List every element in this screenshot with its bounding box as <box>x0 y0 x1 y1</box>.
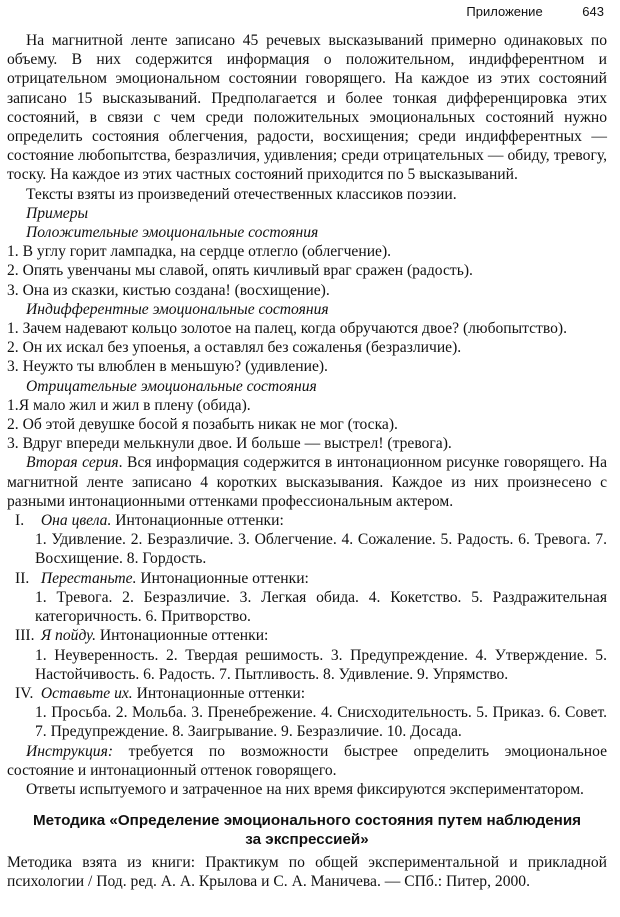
negative-heading: Отрицательные эмоциональные состояния <box>26 377 317 395</box>
phrase-label: Интонационные оттенки: <box>99 627 269 645</box>
phrase-numeral: III. <box>15 627 35 645</box>
section-spacer <box>7 799 607 811</box>
positive-heading: Положительные эмоциональные состояния <box>26 224 319 242</box>
phrase-label: Интонационные оттенки: <box>115 512 284 530</box>
instruction-paragraph <box>7 742 607 780</box>
phrase-label: Интонационные оттенки: <box>140 569 309 587</box>
phrase-numeral: I. <box>15 512 25 530</box>
phrase-text: Я пойду. <box>40 627 96 645</box>
list-item: 1. Зачем надевают кольцо золотое на палец, когда обручаются двое? (любопытство). <box>7 320 568 338</box>
phrase-text: Перестаньте. <box>40 569 137 587</box>
list-item: 2. Он их искал без упоенья, а оставлял без сожаленья (безразличие). <box>7 339 462 357</box>
list-item: 1.Я мало жил и жил в плену (обида). <box>7 396 251 414</box>
list-item: 1. В углу горит лампадка, на сердце отлегло (облегчение). <box>7 243 392 261</box>
phrase-heading <box>7 569 607 588</box>
phrase-block <box>7 626 607 684</box>
header-section-title: Приложение <box>466 4 543 19</box>
instruction-text: требуется по возможности быстрее определить эмоциональное состояние и интонационный оттенок говорящего. <box>7 742 607 779</box>
indifferent-heading: Индифферентные эмоциональные состояния <box>26 300 329 318</box>
list-item: 3. Неужто ты влюблен в меньшую? (удивление). <box>7 358 328 376</box>
list-item: 2. Опять увенчаны мы славой, опять кичливый враг сражен (радость). <box>7 262 473 280</box>
page-number: 643 <box>582 4 604 19</box>
phrase-block <box>7 569 607 627</box>
page-body <box>7 31 607 892</box>
series-two-paragraph <box>7 453 607 511</box>
series-two-text: . Вся информация содержится в интонационном рисунке говорящего. На магнитной ленте записано 4 коротких высказывания. Каждое из них произнесено с разными интонационными оттенками профессиональным актером. <box>7 454 608 510</box>
series-two-label: Вторая серия <box>26 454 119 472</box>
phrase-numeral: II. <box>15 569 30 587</box>
phrase-block <box>7 511 607 569</box>
phrase-label: Интонационные оттенки: <box>136 684 306 702</box>
phrase-shades: 1. Тревога. 2. Безразличие. 3. Легкая обида. 4. Кокетство. 5. Раздражительная категоричность. 6. Притворство. <box>35 588 607 626</box>
instruction-label: Инструкция: <box>26 742 114 760</box>
phrase-block <box>7 684 607 742</box>
phrase-text: Оставьте их. <box>40 684 133 702</box>
phrase-shades: 1. Удивление. 2. Безразличие. 3. Облегчение. 4. Сожаление. 5. Радость. 6. Тревога. 7. Восхищение. 8. Гордость. <box>35 531 607 568</box>
list-item: 2. Об этой девушке босой я позабыть никак не мог (тоска). <box>7 416 398 434</box>
list-item: 3. Она из сказки, кистью создана! (восхищение). <box>7 281 330 299</box>
phrase-numeral: IV. <box>15 684 34 702</box>
section-heading: Методика «Определение эмоционального состояния путем наблюдения за экспрессией» <box>32 812 582 849</box>
phrase-shades: 1. Просьба. 2. Мольба. 3. Пренебрежение. 4. Снисходительность. 5. Приказ. 6. Совет. 7. Предупреждение. 8. Заигрывание. 9. Безразличие. 10. Досада. <box>35 704 607 741</box>
running-header <box>466 4 604 20</box>
method-source-paragraph: Методика взята из книги: Практикум по общей экспериментальной и прикладной психологии / Под. ред. А. А. Крылова и С. А. Маничева. — СПб.: Питер, 2000. <box>7 854 607 891</box>
intro-paragraph: На магнитной ленте записано 45 речевых высказываний примерно одинаковых по объему. В них содержится информация о положительном, индифферентном и отрицательном эмоциональном состоянии говорящего. На каждое из этих состояний записано 15 высказываний. Предполагается и более тонкая дифференцировка этих состояний, в связи с чем среди положительных эмоциональных состояний нужно определить состояния облегчения, радости, восхищения; среди индифферентных — состояние любопытства, безразличия, удивления; среди отрицательных — обиду, тревогу, тоску. На каждое из этих частных состояний приходится по 5 высказываний. <box>7 32 607 184</box>
phrase-heading <box>7 511 607 530</box>
examples-label: Примеры <box>26 204 89 222</box>
sources-paragraph: Тексты взяты из произведений отечественных классиков поэзии. <box>26 185 457 203</box>
answers-paragraph: Ответы испытуемого и затраченное на них время фиксируются экспериментатором. <box>26 780 584 798</box>
phrase-text: Она цвела. <box>40 512 112 530</box>
phrase-shades: 1. Неуверенность. 2. Твердая решимость. 3. Предупреждение. 4. Утверждение. 5. Настойчивость. 6. Радость. 7. Пытливость. 8. Удивление. 9. Упрямство. <box>35 646 607 683</box>
phrase-heading <box>7 626 607 645</box>
list-item: 3. Вдруг впереди мелькнули двое. И больше — выстрел! (тревога). <box>7 435 452 453</box>
phrase-heading <box>7 684 607 703</box>
